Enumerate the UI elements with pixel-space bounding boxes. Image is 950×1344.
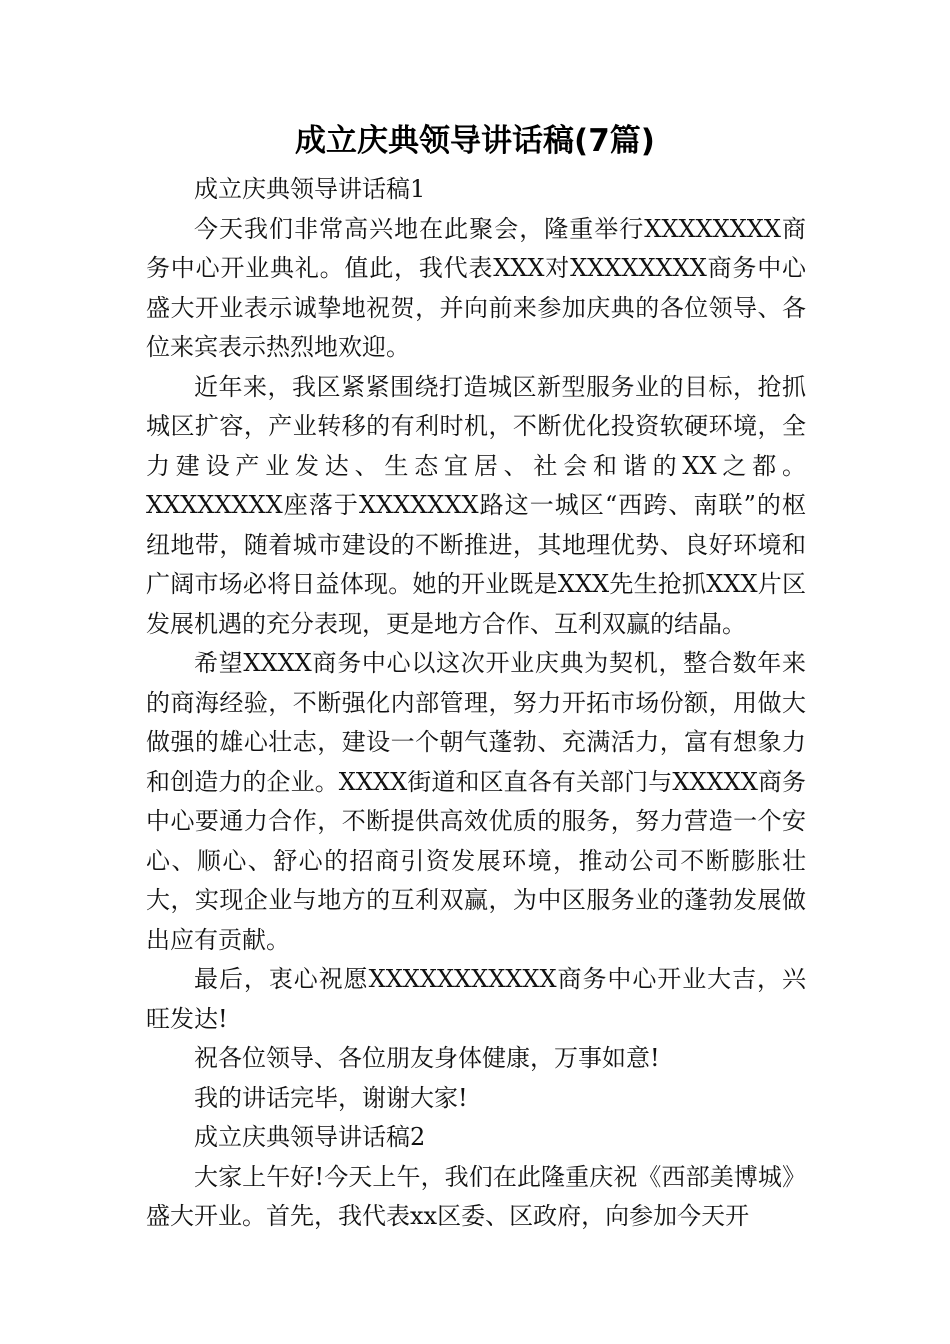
paragraph: 最后，衷心祝愿XXXXXXXXXXX商务中心开业大吉，兴旺发达!	[146, 965, 806, 1033]
paragraph: 祝各位领导、各位朋友身体健康，万事如意!	[194, 1044, 660, 1072]
paragraph: 希望XXXX商务中心以这次开业庆典为契机，整合数年来的商海经验，不断强化内部管理，努力开拓市场份额，用做大做强的雄心壮志，建设一个朝气蓬勃、充满活力，富有想象力和创造力的企业。XXXX街道和区直各有关部门与XXXXX商务中心要通力合作，不断提供高效优质的服务，努力营造一个安心、顺心、舒心的招商引资发展环境，推动公司不断膨胀壮大，实现企业与地方的互利双赢，为中区服务业的蓬勃发展做出应有贡献。	[146, 649, 806, 954]
section-heading: 成立庆典领导讲话稿1	[194, 175, 426, 203]
document-title: 成立庆典领导讲话稿(7篇)	[295, 123, 655, 159]
document-body	[146, 170, 806, 1237]
paragraph: 今天我们非常高兴地在此聚会，隆重举行XXXXXXXX商务中心开业典礼。值此，我代表XXX对XXXXXXXX商务中心盛大开业表示诚挚地祝贺，并向前来参加庆典的各位领导、各位来宾表示热烈地欢迎。	[146, 214, 806, 361]
section-heading: 成立庆典领导讲话稿2	[194, 1123, 426, 1151]
paragraph: 大家上午好!今天上午，我们在此隆重庆祝《西部美博城》盛大开业。首先，我代表xx区委、区政府，向参加今天开	[146, 1162, 806, 1230]
paragraph: 我的讲话完毕，谢谢大家!	[194, 1083, 468, 1112]
paragraph: 近年来，我区紧紧围绕打造城区新型服务业的目标，抢抓城区扩容，产业转移的有利时机，不断优化投资软硬环境，全力建设产业发达、生态宜居、社会和谐的XX之都。XXXXXXXX座落于XXXXXXX路这一城区“西跨、南联”的枢纽地带，随着城市建设的不断推进，其地理优势、良好环境和广阔市场必将日益体现。她的开业既是XXX先生抢抓XXX片区发展机遇的充分表现，更是地方合作、互利双赢的结晶。	[146, 372, 806, 638]
